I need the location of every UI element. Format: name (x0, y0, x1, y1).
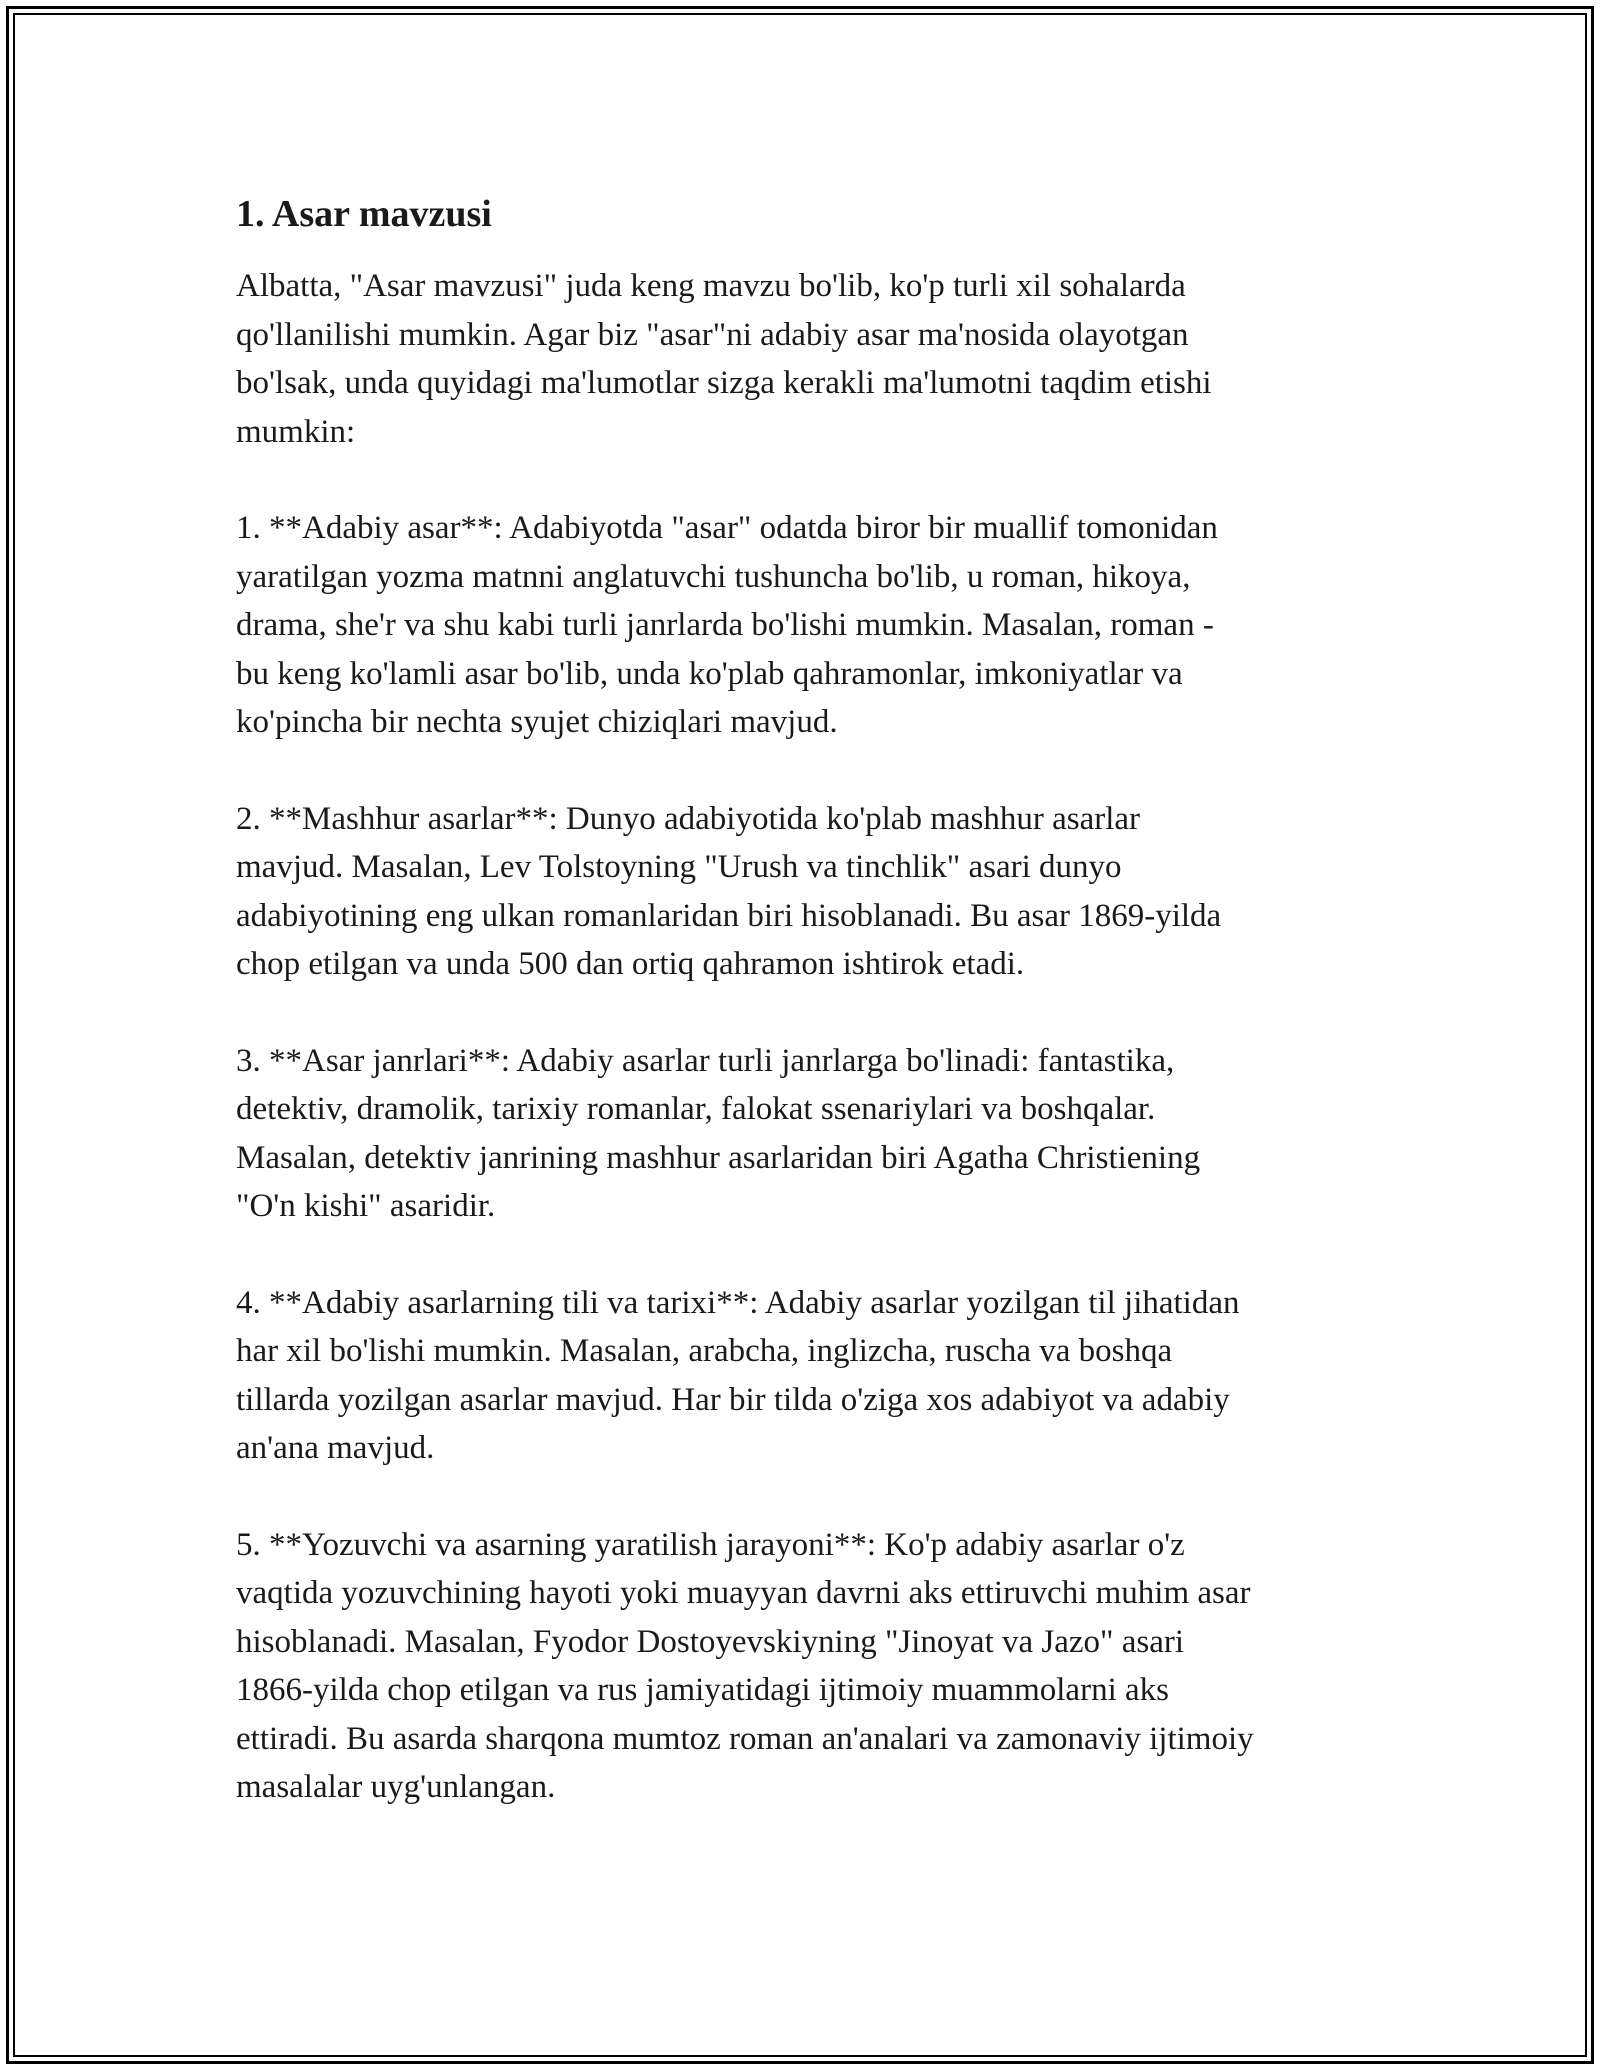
section-2-paragraph: 2. **Mashhur asarlar**: Dunyo adabiyotida ko'plab mashhur asarlar mavjud. Masalan, Lev Tolstoyning "Urush va tinchlik" asari dunyo adabiyotining eng ulkan romanlaridan biri hisoblanadi. Bu asar 1869-yilda chop etilgan va unda 500 dan ortiq qahramon ishtirok etadi. (236, 800, 1222, 982)
section-5-paragraph: 5. **Yozuvchi va asarning yaratilish jarayoni**: Ko'p adabiy asarlar o'z vaqtida yozuvchining hayoti yoki muayyan davrni aks ettiruvchi muhim asar hisoblanadi. Masalan, Fyodor Dostoyevskiyning "Jinoyat va Jazo" asari 1866-yilda chop etilgan va rus jamiyatidagi ijtimoiy muammolarni aks ettiradi. Bu asarda sharqona mumtoz roman an'analari va zamonaviy ijtimoiy masalalar uyg'unlangan. (236, 1526, 1254, 1805)
document-body (236, 188, 1381, 1860)
section-4-paragraph: 4. **Adabiy asarlarning tili va tarixi**: Adabiy asarlar yozilgan til jihatidan har xil bo'lishi mumkin. Masalan, arabcha, inglizcha, ruscha va boshqa tillarda yozilgan asarlar mavjud. Har bir tilda o'ziga xos adabiyot va adabiy an'ana mavjud. (236, 1284, 1240, 1466)
intro-paragraph: Albatta, "Asar mavzusi" juda keng mavzu bo'lib, ko'p turli xil sohalarda qo'llanilishi mumkin. Agar biz "asar"ni adabiy asar ma'nosida olayotgan bo'lsak, unda quyidagi ma'lumotlar sizga kerakli ma'lumotni taqdim etishi mumkin: (236, 268, 1212, 450)
section-3-paragraph: 3. **Asar janrlari**: Adabiy asarlar turli janrlarga bo'linadi: fantastika, detektiv, dramolik, tarixiy romanlar, falokat ssenariylari va boshqalar. Masalan, detektiv janrining mashhur asarlaridan biri Agatha Christiening "O'n kishi" asaridir. (236, 1042, 1201, 1224)
document-title: 1. Asar mavzusi (236, 193, 492, 235)
section-1-paragraph: 1. **Adabiy asar**: Adabiyotda "asar" odatda biror bir muallif tomonidan yaratilgan yozma matnni anglatuvchi tushuncha bo'lib, u roman, hikoya, drama, she'r va shu kabi turli janrlarda bo'lishi mumkin. Masalan, roman - bu keng ko'lamli asar bo'lib, unda ko'plab qahramonlar, imkoniyatlar va ko'pincha bir nechta syujet chiziqlari mavjud. (236, 510, 1218, 740)
